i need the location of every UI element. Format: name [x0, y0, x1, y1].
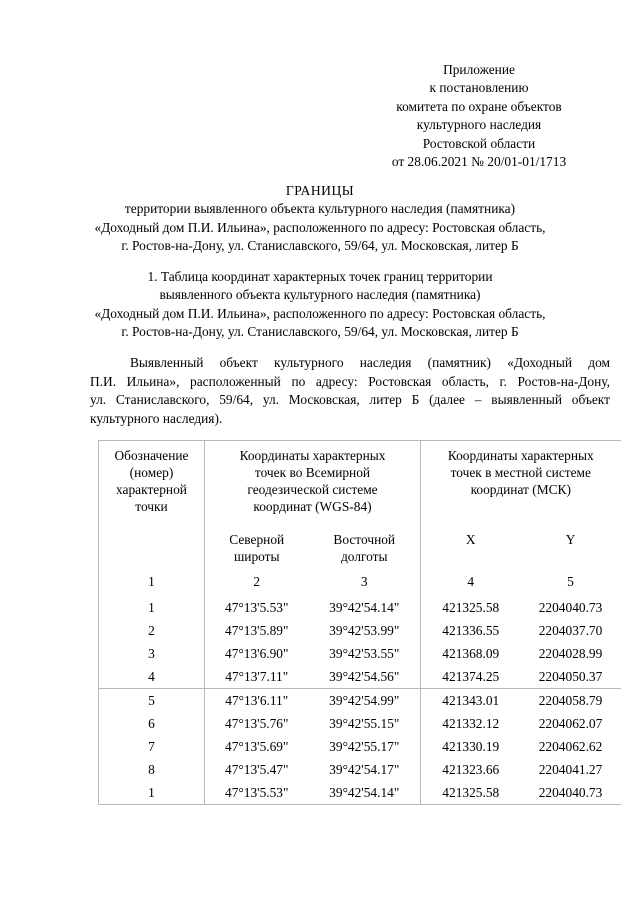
header-longitude: Восточной долготы — [333, 532, 396, 564]
longitude-cell: 39°42'54.14" — [329, 600, 400, 615]
paragraph-line: культурного наследия). — [90, 410, 223, 426]
point-number: 5 — [99, 689, 205, 713]
header-x: X — [421, 531, 521, 571]
title-line: территории выявленного объекта культурного наследия (памятника) — [124, 201, 516, 217]
y-cell: 2204040.73 — [521, 781, 621, 805]
table-subheader-row — [99, 531, 621, 571]
x-cell: 421368.09 — [421, 642, 521, 665]
latitude-cell: 47°13'5.47" — [205, 758, 309, 781]
longitude-cell: 39°42'55.17" — [329, 739, 400, 754]
document-title — [0, 182, 640, 256]
x-cell: 421325.58 — [421, 781, 521, 805]
y-cell: 2204037.70 — [538, 623, 603, 638]
table-row — [99, 665, 621, 689]
longitude-cell: 39°42'54.99" — [309, 689, 421, 713]
table-row — [99, 596, 621, 619]
appendix-block — [354, 61, 604, 171]
appendix-line: комитета по охране объектов — [396, 98, 562, 114]
caption-line: 1. Таблица координат характерных точек границ территории — [147, 269, 493, 284]
table-row — [99, 619, 621, 642]
appendix-line: Приложение — [443, 62, 515, 77]
latitude-cell: 47°13'6.11" — [205, 689, 309, 713]
longitude-cell: 39°42'55.15" — [329, 716, 400, 731]
latitude-cell: 47°13'6.90" — [205, 642, 309, 665]
point-number: 4 — [99, 665, 205, 689]
latitude-cell: 47°13'5.76" — [205, 712, 309, 735]
y-cell: 2204062.07 — [538, 716, 603, 731]
point-number: 7 — [99, 735, 205, 758]
latitude-cell: 47°13'7.11" — [205, 665, 309, 689]
paragraph-line: Выявленный объект культурного наследия (памятник) «Доходный дом — [130, 355, 610, 370]
x-cell: 421332.12 — [421, 712, 521, 735]
latitude-cell: 47°13'5.69" — [205, 735, 309, 758]
y-cell: 2204058.79 — [521, 689, 621, 713]
table-row — [99, 735, 621, 758]
point-number: 8 — [99, 758, 205, 781]
description-paragraph — [90, 354, 610, 428]
longitude-cell: 39°42'54.56" — [329, 669, 400, 684]
title-heading: ГРАНИЦЫ — [285, 183, 355, 198]
title-line: г. Ростов-на-Дону, ул. Станиславского, 59/64, ул. Московская, литер Б — [121, 238, 519, 254]
caption-line: выявленного объекта культурного наследия (памятника) — [159, 287, 481, 303]
y-cell: 2204050.37 — [538, 669, 603, 684]
point-number: 1 — [99, 596, 205, 619]
header-msk: Координаты характерных точек в местной системе координат (МСК) — [421, 441, 621, 532]
y-cell: 2204041.27 — [538, 762, 603, 777]
y-cell: 2204062.62 — [538, 739, 603, 754]
longitude-cell: 39°42'54.14" — [309, 781, 421, 805]
table-header-row — [99, 441, 621, 532]
x-cell: 421325.58 — [421, 596, 521, 619]
appendix-date-number: от 28.06.2021 № 20/01-01/1713 — [391, 154, 567, 170]
table-row — [99, 781, 621, 805]
caption-line: «Доходный дом П.И. Ильина», расположенного по адресу: Ростовская область, — [94, 305, 546, 321]
latitude-cell: 47°13'5.89" — [205, 619, 309, 642]
table-row — [99, 689, 621, 713]
table-row — [99, 712, 621, 735]
appendix-line: к постановлению — [429, 80, 529, 96]
point-number: 1 — [99, 781, 205, 805]
paragraph-line: П.И. Ильина», расположенный по адресу: Ростовская область, г. Ростов-на-Дону, — [90, 373, 610, 389]
paragraph-line: ул. Станиславского, 59/64, ул. Московская, литер Б (далее – выявленный объект — [90, 392, 610, 408]
appendix-line: Ростовской области — [422, 135, 536, 151]
x-cell: 421323.66 — [421, 758, 521, 781]
title-line: «Доходный дом П.И. Ильина», расположенного по адресу: Ростовская область, — [94, 219, 546, 235]
header-wgs84: Координаты характерных точек во Всемирной геодезической системе координат (WGS-84) — [205, 441, 421, 532]
longitude-cell: 39°42'54.17" — [329, 762, 400, 777]
point-number: 3 — [99, 642, 205, 665]
latitude-cell: 47°13'5.53" — [205, 596, 309, 619]
x-cell: 421374.25 — [421, 665, 521, 689]
coordinates-table — [98, 440, 621, 805]
point-number: 2 — [99, 619, 205, 642]
y-cell: 2204040.73 — [538, 600, 603, 615]
header-y: Y — [565, 532, 576, 547]
column-number-row: 1 2 3 4 5 — [99, 571, 621, 596]
table-row — [99, 642, 621, 665]
table-caption — [0, 268, 640, 342]
x-cell: 421330.19 — [421, 735, 521, 758]
longitude-cell: 39°42'53.99" — [329, 623, 400, 638]
x-cell: 421343.01 — [421, 689, 521, 713]
table-row — [99, 758, 621, 781]
header-latitude: Северной широты — [205, 531, 309, 571]
header-point-designation: Обозначение (номер) характерной точки — [99, 441, 205, 532]
latitude-cell: 47°13'5.53" — [205, 781, 309, 805]
point-number: 6 — [99, 712, 205, 735]
appendix-line: культурного наследия — [416, 117, 542, 133]
x-cell: 421336.55 — [421, 619, 521, 642]
longitude-cell: 39°42'53.55" — [329, 646, 400, 661]
y-cell: 2204028.99 — [538, 646, 603, 661]
caption-line: г. Ростов-на-Дону, ул. Станиславского, 59/64, ул. Московская, литер Б — [121, 324, 519, 340]
